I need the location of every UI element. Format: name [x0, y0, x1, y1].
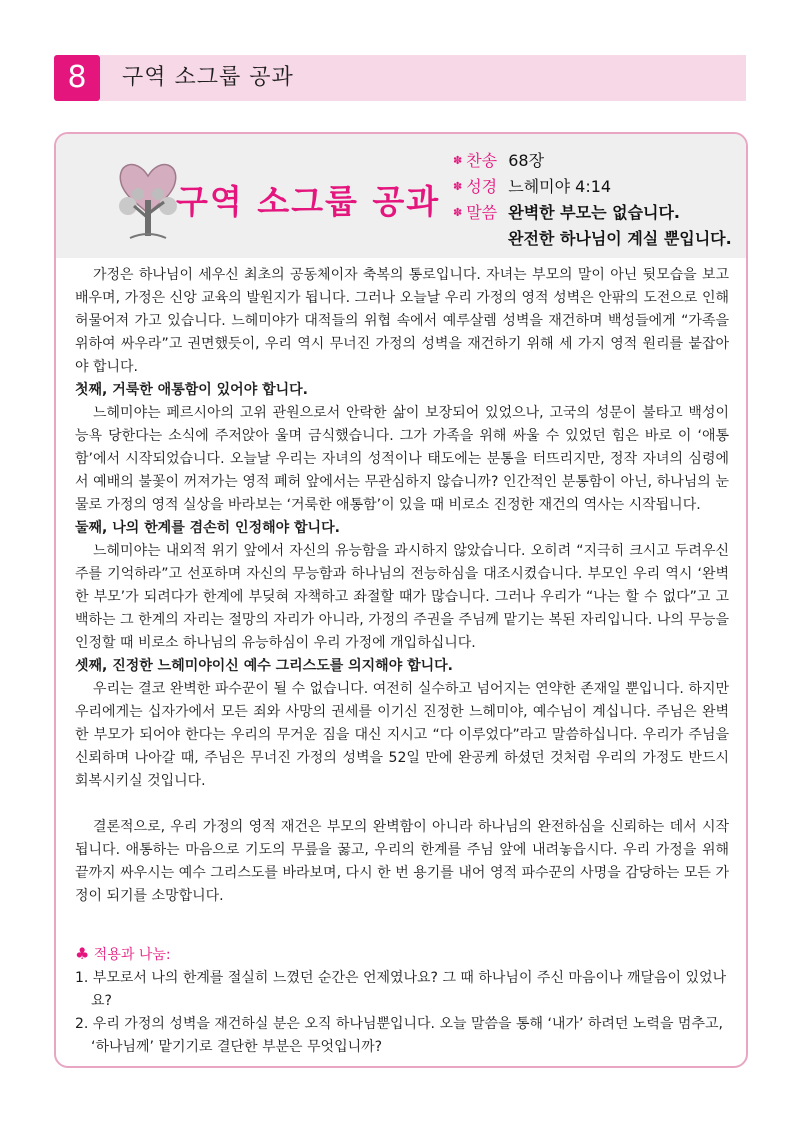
section-number: 8 [54, 55, 100, 101]
lesson-body [75, 264, 729, 908]
lesson-card [54, 132, 748, 1068]
word-label: 말씀 [466, 203, 498, 222]
word-line-2 [508, 226, 732, 249]
word-value-2: 완전한 하나님이 계실 뿐입니다. [508, 229, 732, 248]
application-title [75, 942, 735, 967]
point-3-heading: 셋째, 진정한 느헤미야이신 예수 그리스도를 의지해야 합니다. [75, 658, 453, 674]
club-icon: ♣ [75, 944, 90, 963]
intro-paragraph: 가정은 하나님이 세우신 최초의 공동체이자 축복의 통로입니다. 자녀는 부모의 말이 아닌 뒷모습을 보고 배우며, 가정은 신앙 교육의 발원지가 됩니다. 그러나 오늘날 우리 가정의 영적 성벽은 안팎의 도전으로 인해 허물어져 가고 있습니다. 느헤미야가 대적들의 위협 속에서 예루살렘 성벽을 재건하며 백성들에게 “가족을 위하여 싸우라”고 권면했듯이, 우리 역시 무너진 가정의 성벽을 재건하기 위해 세 가지 영적 원리를 붙잡아야 합니다. [75, 267, 729, 375]
point-3-paragraph: 우리는 결코 완벽한 파수꾼이 될 수 없습니다. 여전히 실수하고 넘어지는 연약한 존재일 뿐입니다. 하지만 우리에게는 십자가에서 모든 죄와 사망의 권세를 이기신 진정한 느헤미야, 예수님이 계십니다. 주님은 완벽한 부모가 되어야 한다는 우리의 무거운 짐을 대신 지시고 “다 이루었다”라고 말씀하십니다. 우리가 주님을 신뢰하며 나아갈 때, 주님은 무너진 가정의 성벽을 52일 만에 완공케 하셨던 것처럼 우리의 가정도 반드시 회복시키실 것입니다. [75, 681, 729, 789]
application-title-text: 적용과 나눔: [93, 947, 171, 963]
scripture-value: 느헤미야 4:14 [508, 177, 612, 196]
asterisk-icon: ✽ [453, 154, 463, 167]
question-1: 1. 부모로서 나의 한계를 절실히 느꼈던 순간은 언제였나요? 그 때 하나님이 주신 마음이나 깨달음이 있었나요? [75, 970, 727, 1009]
card-title: 구역 소그룹 공과 [176, 182, 441, 221]
asterisk-icon: ✽ [453, 180, 463, 193]
scripture-line [453, 174, 611, 197]
word-value-1: 완벽한 부모는 없습니다. [508, 203, 681, 222]
card-header [56, 134, 746, 258]
application-section [75, 942, 735, 1059]
hymn-line [453, 148, 544, 171]
hymn-label: 찬송 [466, 151, 498, 170]
scripture-label: 성경 [466, 177, 498, 196]
asterisk-icon: ✽ [453, 206, 463, 219]
point-2-heading: 둘째, 나의 한계를 겸손히 인정해야 합니다. [75, 520, 340, 536]
question-2: 2. 우리 가정의 성벽을 재건하실 분은 오직 하나님뿐입니다. 오늘 말씀을 통해 ‘내가’ 하려던 노력을 멈추고, ‘하나님께’ 맡기기로 결단한 부분은 무엇입니까? [75, 1016, 723, 1055]
point-1-paragraph: 느헤미야는 페르시아의 고위 관원으로서 안락한 삶이 보장되어 있었으나, 고국의 성문이 불타고 백성이 능욕 당한다는 소식에 주저앉아 울며 금식했습니다. 그가 가족을 위해 싸울 수 있었던 힘은 바로 이 ‘애통함’에서 시작되었습니다. 오늘날 우리는 자녀의 성적이나 태도에는 분통을 터뜨리지만, 정작 자녀의 심령에서 예배의 불꽃이 꺼져가는 영적 폐허 앞에서는 무관심하지 않습니까? 인간적인 분통함이 아닌, 하나님의 눈물로 가정의 영적 실상을 바라보는 ‘거룩한 애통함’이 있을 때 비로소 진정한 재건의 역사는 시작됩니다. [75, 405, 729, 513]
word-line [453, 200, 680, 223]
conclusion-paragraph: 결론적으로, 우리 가정의 영적 재건은 부모의 완벽함이 아니라 하나님의 완전하심을 신뢰하는 데서 시작됩니다. 애통하는 마음으로 기도의 무릎을 꿇고, 우리의 한계를 주님 앞에 내려놓읍시다. 우리 가정을 위해 끝까지 싸우시는 예수 그리스도를 바라보며, 다시 한 번 용기를 내어 영적 파수꾼의 사명을 감당하는 모든 가정이 되기를 소망합니다. [75, 819, 729, 904]
point-2-paragraph: 느헤미야는 내외적 위기 앞에서 자신의 유능함을 과시하지 않았습니다. 오히려 “지극히 크시고 두려우신 주를 기억하라”고 선포하며 자신의 무능함과 하나님의 전능하심을 대조시켰습니다. 부모인 우리 역시 ‘완벽한 부모’가 되려다가 한계에 부딪혀 자책하고 좌절할 때가 많습니다. 그러나 우리가 “나는 할 수 없다”고 고백하는 그 한계의 자리는 절망의 자리가 아니라, 가정의 주권을 주님께 맡기는 복된 자리입니다. 나의 무능을 인정할 때 비로소 하나님의 유능하심이 우리 가정에 개입하십니다. [75, 543, 730, 651]
point-1-heading: 첫째, 거룩한 애통함이 있어야 합니다. [75, 382, 308, 398]
header-title: 구역 소그룹 공과 [122, 65, 294, 90]
hymn-value: 68장 [508, 151, 545, 170]
